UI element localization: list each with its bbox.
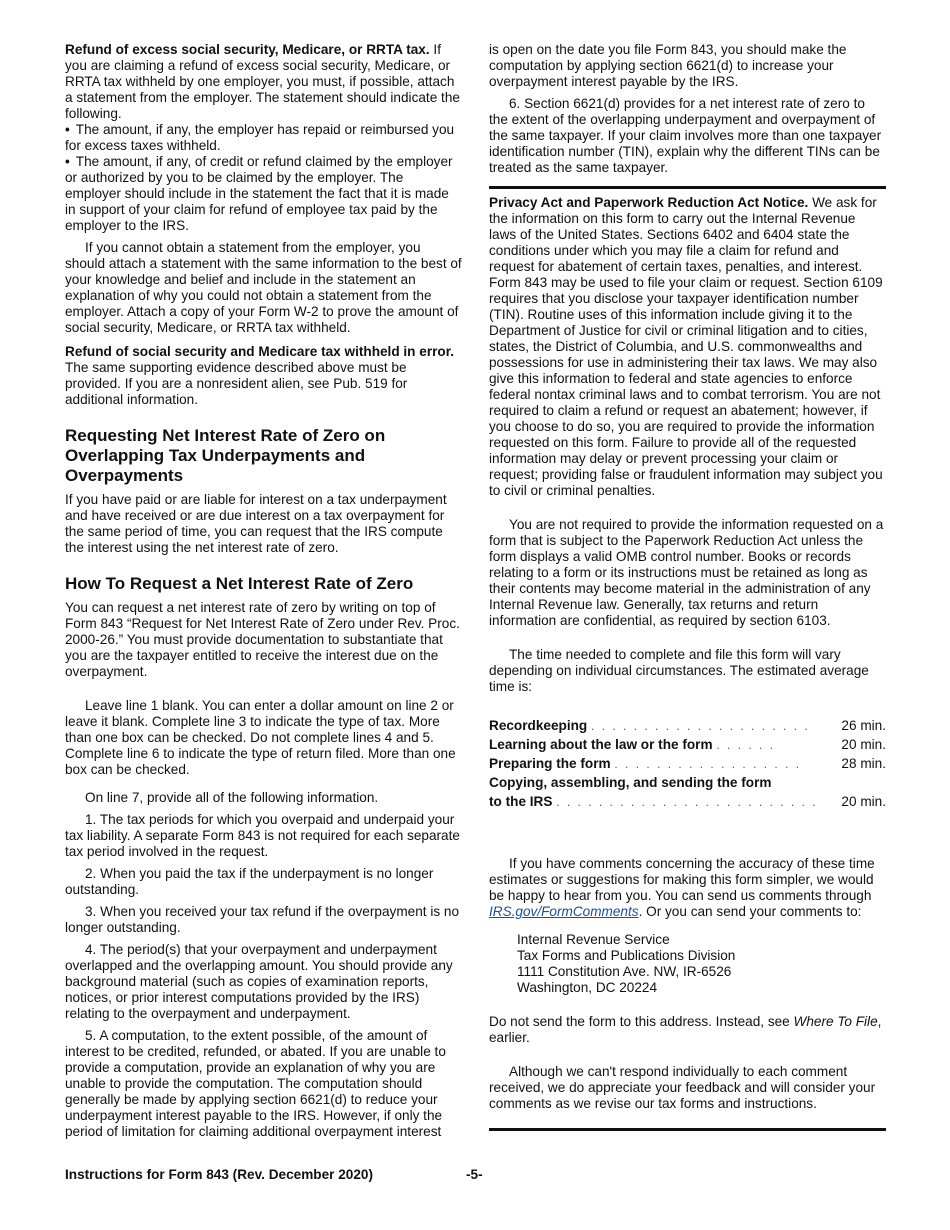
paragraph-respond: Although we can't respond individually to each comment received, we do appreciate your feedback and will consider your comments as we revise our tax forms and instructions. [489, 1064, 876, 1111]
bullet-item: • The amount, if any, of credit or refund claimed by the employer or authorized by you to be claimed by the employer. The employer should include in the statement the fact that it is made in support of your claim for refund of employee tax paid by the employer to the IRS. [65, 154, 453, 233]
mailing-address [489, 932, 886, 996]
paragraph-withheld-error: Refund of social security and Medicare tax withheld in error. The same supporting evidence described above must be provided. If you are a nonresident alien, see Pub. 519 for additional information. [65, 344, 455, 407]
time-value: 28 min. [841, 756, 886, 771]
paragraph-no-statement: If you cannot obtain a statement from the employer, you should attach a statement with the same information to the best of your knowledge and belief and include in the statement an explanation of why you could not obtain a statement from the employer. Attach a copy of your Form W-2 to prove the amount of social security, Medicare, or RRTA tax withheld. [65, 240, 462, 335]
heading-net-interest-zero: Requesting Net Interest Rate of Zero on Overlapping Tax Underpayments and Overpayments [65, 426, 386, 485]
leader-dots: . . . . . . [716, 738, 776, 752]
paragraph-line7: On line 7, provide all of the following information. [85, 790, 379, 805]
address-line: Washington, DC 20224 [517, 980, 658, 995]
heading-privacy-notice: Privacy Act and Paperwork Reduction Act Notice. [489, 195, 809, 210]
heading-excess-refund: Refund of excess social security, Medicare, or RRTA tax. [65, 42, 430, 57]
paragraph-privacy-notice: Privacy Act and Paperwork Reduction Act Notice. We ask for the information on this form to carry out the Internal Revenue laws of the United States. Sections 6402 and 6404 state the conditions under which you may file a claim for refund and request for abatement of certain taxes, penalties, and interest. Form 843 may be used to file your claim or request. Section 6109 requires that you disclose your taxpayer identification number (TIN). Routine uses of this information include giving it to the Department of Justice for civil or criminal litigation and to cities, states, the District of Columbia, and U.S. commonwealths and possessions for use in administering their tax laws. We may also give this information to federal and state agencies to enforce federal nontax criminal laws and to combat terrorism. You are not required to claim a refund or request an abatement; however, if you choose to do so, you are required to provide the information requested on this form. Failure to provide all of the requested information may delay or prevent processing your claim or request; providing false or fraudulent information may subject you to civil or criminal penalties. [489, 195, 883, 498]
bullet-icon: • [65, 154, 70, 169]
list-item: 1. The tax periods for which you overpaid and underpaid your tax liability. A separate Form 843 is not required for each separate tax period involved in the request. [65, 812, 460, 859]
table-row [489, 753, 886, 772]
time-label: Recordkeeping . . . . . . . . . . . . . . . . . . . . . [489, 718, 810, 733]
table-row [489, 772, 886, 791]
paragraph-how-to-request: You can request a net interest rate of zero by writing on top of Form 843 “Request for Net Interest Rate of Zero under Rev. Proc. 2000-26.” You must provide documentation to substantiate that you are the taxpayer entitled to receive the interest due on the overpayment. [65, 600, 460, 679]
time-label: Learning about the law or the form . . . . . . [489, 737, 776, 752]
table-row [489, 791, 886, 810]
time-value: 26 min. [841, 718, 886, 733]
time-value: 20 min. [841, 737, 886, 752]
where-to-file-reference: Where To File [793, 1014, 878, 1029]
address-line: Tax Forms and Publications Division [517, 948, 736, 963]
paragraph-time-estimate: The time needed to complete and file this form will vary depending on individual circumstances. The estimated average time is: [489, 647, 869, 694]
address-line: 1111 Constitution Ave. NW, IR-6526 [517, 964, 732, 979]
paragraph-line-instructions: Leave line 1 blank. You can enter a dollar amount on line 2 or leave it blank. Complete line 3 to indicate the type of tax. More than one box can be checked. Do not complete lines 4 and 5. Complete line 6 to indicate the type of return filed. More than one box can be checked. [65, 698, 456, 777]
list-item: 6. Section 6621(d) provides for a net interest rate of zero to the extent of the overlapping underpayment and overpayment of the same taxpayer. If your claim involves more than one taxpayer identification number (TIN), explain why the different TINs can be treated as the same taxpayer. [489, 96, 882, 175]
paragraph-item5-continued: is open on the date you file Form 843, you should make the computation by applying section 6621(d) to increase your overpayment interest payable by the IRS. [489, 42, 847, 89]
right-column [489, 42, 886, 1131]
section-divider [489, 186, 886, 189]
list-item: 4. The period(s) that your overpayment and underpayment overlapped and the overlapping amount. You should provide any background material (such as copies of examination reports, notices, or prior interest computations provided by the IRS) relating to the overpayment and underpayment. [65, 942, 453, 1021]
footer-title: Instructions for Form 843 (Rev. December 2020) [65, 1167, 373, 1182]
bullet-item: • The amount, if any, the employer has repaid or reimbursed you for excess taxes withheld. [65, 122, 455, 153]
paragraph-comments: If you have comments concerning the accuracy of these time estimates or suggestions for making this form simpler, we would be happy to hear from you. You can send us comments through IRS.gov/FormComments. Or you can send your comments to: [489, 856, 875, 919]
time-label: to the IRS . . . . . . . . . . . . . . . . . . . . . . . . . [489, 794, 818, 809]
leader-dots: . . . . . . . . . . . . . . . . . . . . . . . . . [556, 795, 818, 809]
heading-how-to-request: How To Request a Net Interest Rate of Zero [65, 574, 414, 593]
bullet-icon: • [65, 122, 70, 137]
leader-dots: . . . . . . . . . . . . . . . . . . [614, 757, 802, 771]
leader-dots: . . . . . . . . . . . . . . . . . . . . . [590, 719, 810, 733]
paragraph-do-not-send: Do not send the form to this address. Instead, see Where To File, earlier. [489, 1014, 882, 1045]
time-label: Copying, assembling, and sending the form [489, 775, 772, 790]
left-column [65, 42, 462, 1140]
heading-withheld-error: Refund of social security and Medicare tax withheld in error. [65, 344, 455, 359]
list-item: 3. When you received your tax refund if the overpayment is no longer outstanding. [65, 904, 460, 935]
paragraph-omb: You are not required to provide the information requested on a form that is subject to the Paperwork Reduction Act unless the form displays a valid OMB control number. Books or records relating to a form or its instructions must be retained as long as their contents may become material in the administration of any Internal Revenue law. Generally, tax returns and return information are confidential, as required by section 6103. [489, 517, 884, 628]
paragraph-net-interest-intro: If you have paid or are liable for interest on a tax underpayment and have received or are due interest on a tax overpayment for the same period of time, you can request that the IRS compute the interest using the net interest rate of zero. [65, 492, 447, 555]
page-footer [65, 1167, 885, 1183]
time-label: Preparing the form . . . . . . . . . . . . . . . . . . [489, 756, 802, 771]
list-item: 2. When you paid the tax if the underpayment is no longer outstanding. [65, 866, 434, 897]
time-estimate-table [489, 715, 886, 810]
page-number: -5- [466, 1167, 483, 1182]
section-divider [489, 1128, 886, 1131]
paragraph-excess-refund: Refund of excess social security, Medicare, or RRTA tax. If you are claiming a refund of excess social security, Medicare, or RRTA tax withheld by one employer, you must, if possible, attach a statement from the employer. The statement should indicate the following. [65, 42, 460, 121]
form-comments-link[interactable]: IRS.gov/FormComments [489, 904, 639, 919]
table-row [489, 734, 886, 753]
address-line: Internal Revenue Service [517, 932, 670, 947]
list-item: 5. A computation, to the extent possible, of the amount of interest to be credited, refunded, or abated. If you are unable to provide a computation, provide an explanation of why you are unable to provide the computation. The computation should generally be made by applying section 6621(d) to reduce your underpayment interest payable to the IRS. However, if only the period of limitation for claiming additional overpayment interest [65, 1028, 446, 1139]
time-value: 20 min. [841, 794, 886, 809]
table-row [489, 715, 886, 734]
